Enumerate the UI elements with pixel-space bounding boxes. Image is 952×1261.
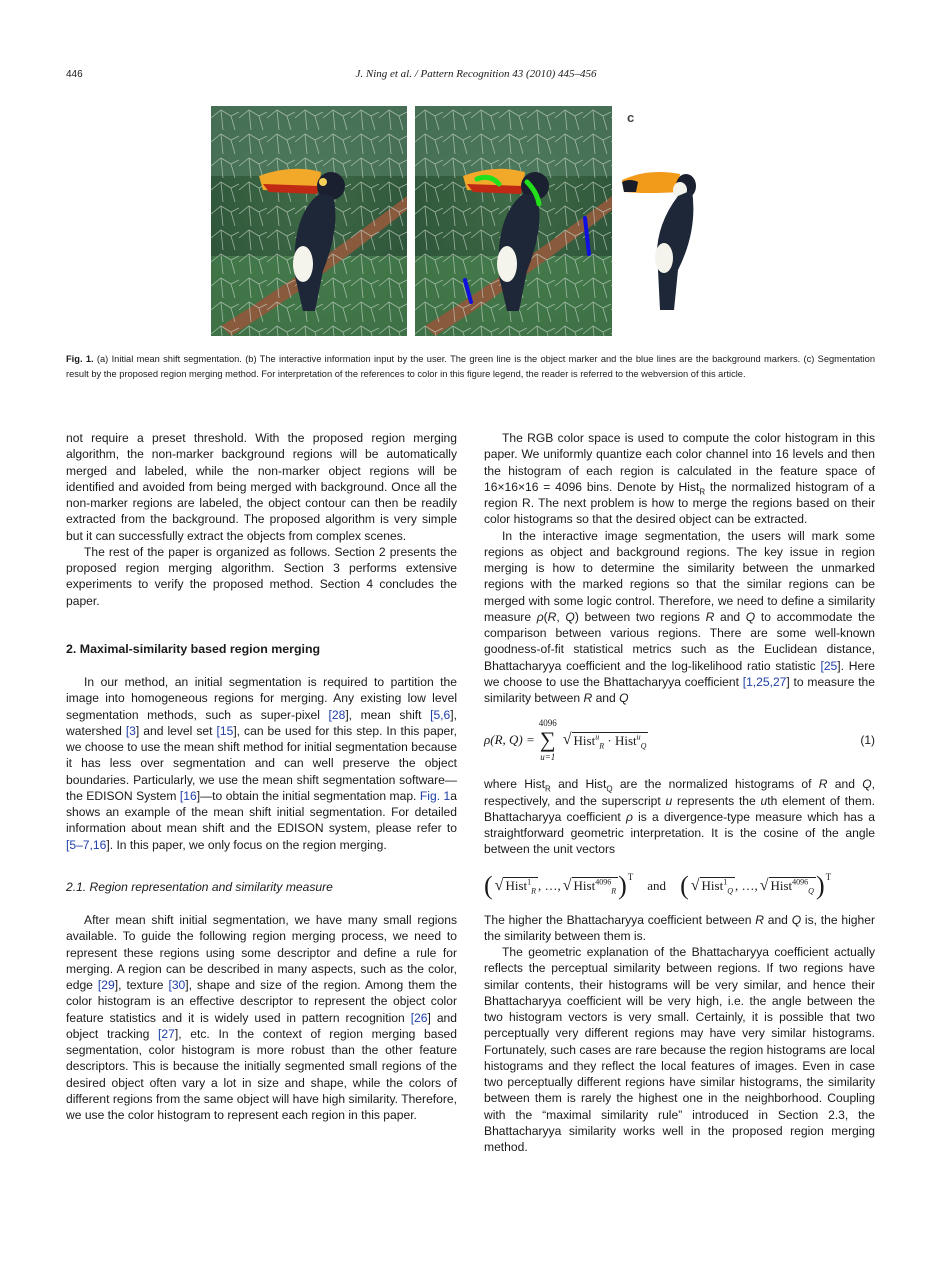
- citation-link[interactable]: [25: [820, 658, 838, 673]
- hist: Hist: [573, 878, 596, 893]
- sub-q: Q: [640, 741, 647, 751]
- hist: Hist: [505, 878, 528, 893]
- math-symbol: R: [547, 609, 557, 624]
- sqrt-content: [503, 877, 538, 894]
- paragraph: [484, 430, 875, 528]
- text-run: The rest of the paper is organized as follows. Section 2 presents the proposed region merging algorithm. Section 3 performs extensive experiments to verify the proposed method. Section 4 concludes the paper.: [66, 544, 457, 608]
- caption-label: Fig. 1.: [66, 354, 94, 364]
- citation-link[interactable]: [26: [410, 1010, 428, 1025]
- sup: 4096: [595, 877, 612, 887]
- sup: 1: [527, 877, 532, 887]
- summation: [539, 718, 557, 762]
- citation-link[interactable]: [16: [179, 788, 197, 803]
- text-run: ]—to obtain the initial segmentation map.: [196, 788, 420, 803]
- citation-link[interactable]: Fig. 1: [419, 788, 451, 803]
- ellipsis: , …,: [538, 877, 561, 893]
- sqrt-sign: √: [690, 876, 700, 894]
- sqrt-sign: √: [494, 876, 504, 894]
- citation-link[interactable]: [29: [97, 978, 115, 992]
- paragraph: [484, 912, 875, 945]
- panel-c-label: c: [627, 110, 635, 125]
- text-run: where Hist: [484, 777, 546, 792]
- figure-panel-c: [618, 160, 698, 315]
- text-run: to accommodate the comparison between various regions. There are some well-known goodness-of-fit statistical metrics such as the Euclidean distance, Bhattacharyya coefficient and the log-likelihood ratio statistic: [484, 609, 875, 673]
- paragraph: [484, 528, 875, 707]
- transpose: T: [825, 871, 832, 882]
- text-run: ] and object tracking: [66, 1010, 458, 1041]
- paragraph: [66, 430, 457, 544]
- text-run: (: [543, 609, 548, 624]
- text-run: ) between two regions: [574, 609, 706, 624]
- text-run: and Hist: [550, 777, 607, 792]
- text-run: and: [592, 691, 620, 705]
- running-head: J. Ning et al. / Pattern Recognition 43 (2010) 445–456: [355, 68, 597, 80]
- page-number: 446: [66, 69, 83, 80]
- text-run: is, the higher the similarity between them is.: [484, 912, 875, 943]
- caption-text: (a) Initial mean shift segmentation. (b) The interactive information input by the user. The green line is the object marker and the blue lines are the background markers. (c) Segmentation result by the proposed region merging method. For interpretation of the references to color in this figure legend, the reader is referred to the webversion of this article.: [66, 354, 875, 379]
- figure-panel-a: [211, 106, 407, 336]
- subscript: R: [699, 487, 706, 497]
- math-symbol: R: [705, 609, 715, 624]
- text-run: th element of them. Bhattacharyya coefficient: [484, 793, 876, 824]
- sup: 4096: [792, 877, 809, 887]
- text-run: In our method, an initial segmentation is required to partition the image into homogeneous regions for merging. Any existing low level segmentation methods, such as super-pixel: [66, 675, 457, 722]
- math-symbol: u: [665, 793, 673, 808]
- citation-link[interactable]: [30: [168, 978, 186, 992]
- paren-close: ): [815, 870, 825, 900]
- citation-link[interactable]: [28: [328, 707, 346, 722]
- citation-link[interactable]: [5,6: [430, 707, 451, 722]
- citation-link[interactable]: [15: [216, 723, 234, 738]
- text-run: ], etc. In the context of region merging based segmentation, color histogram is more robust than the other feature descriptors. This is because the initially segmented small regions of the desired object often vary a lot in size and shape, while the colors of different regions from the same object will have high similarity. Therefore, we use the color histogram to represent each region in this paper.: [66, 1026, 457, 1122]
- sqrt-content: [769, 877, 816, 894]
- sub: Q: [727, 886, 733, 896]
- text-run: ], shape and size of the region. Among them the color histogram is an effective descriptor to represent the object color feature statistics and it is widely used in pattern recognition: [66, 978, 457, 1025]
- paragraph: [484, 944, 875, 1155]
- text-run: the normalized histogram of a region R. The next problem is how to merge the regions based on their color histograms so that the desired object can be extracted.: [484, 479, 875, 527]
- math-symbol: Q: [791, 912, 802, 927]
- text-run: not require a preset threshold. With the proposed region merging algorithm, the non-marker background regions will be automatically merged and labeled, while the non-marker object regions will be identified and avoided from being merged with background. Once all the non-marker regions are labeled, the object contour can then be readily extracted from the background. The proposed algorithm is very simple but it can successfully extract the objects from complex scenes.: [66, 431, 457, 543]
- right-column: [484, 430, 875, 1155]
- text-run: and: [714, 609, 746, 624]
- subsection-heading: 2.1. Region representation and similarity measure: [66, 879, 333, 894]
- sup: 1: [723, 877, 728, 887]
- text-run: The higher the Bhattacharyya coefficient between: [484, 912, 756, 927]
- and-word: and: [647, 877, 667, 893]
- sum-upper: 4096: [538, 718, 557, 729]
- ellipsis: , …,: [734, 877, 758, 893]
- sup-u: u: [595, 732, 600, 742]
- text-run: ], mean shift: [345, 707, 431, 722]
- text-run: ], texture: [114, 978, 169, 992]
- math-symbol: u: [760, 793, 768, 808]
- paragraph: [66, 544, 457, 609]
- math-symbol: Q: [619, 691, 629, 705]
- text-run: and: [827, 777, 863, 792]
- paren-close: ): [618, 870, 627, 900]
- text-run: After mean shift initial segmentation, we have many small regions available. To guide the following region merging process, we need to represent these regions using some descriptor and define a rule for merging. A region can be described in many aspects, such as the color, edge: [66, 913, 457, 992]
- text-run: a shows an example of the mean shift initial segmentation. For detailed information about mean shift and the EDISON system, please refer to: [66, 788, 457, 836]
- text-run: ] to measure the similarity between: [484, 674, 876, 705]
- sqrt-content: [700, 877, 735, 894]
- text-run: ] and level set: [135, 723, 217, 738]
- subscript: R: [545, 784, 551, 794]
- math-symbol: Q: [862, 777, 872, 792]
- text-run: is a divergence-type measure which has a straightforward geometric interpretation. It is the cosine of the angle between the unit vectors: [484, 809, 875, 857]
- text-run: , respectively, and the superscript: [484, 777, 875, 808]
- sub: R: [531, 886, 537, 896]
- math-symbol: Q: [745, 609, 756, 624]
- math-symbol: R: [818, 777, 828, 792]
- sub: Q: [808, 886, 814, 896]
- text-run: and: [763, 912, 792, 927]
- math-symbol: R: [755, 912, 764, 927]
- math-symbol: ρ: [536, 609, 544, 624]
- text-run: represents the: [672, 793, 761, 808]
- figure-panel-b: [415, 106, 612, 336]
- hist-r: Hist: [573, 732, 596, 748]
- sqrt-sign: √: [562, 731, 572, 749]
- subscript: Q: [606, 784, 613, 794]
- sum-lower: u=1: [540, 752, 556, 763]
- citation-link[interactable]: [3: [125, 723, 136, 738]
- text-run: ], can be used for this step. In this paper, we choose to use the mean shift method for initial segmentation because it has less over segmentation and can well preserve the object boundaries. Particularly, we use the mean shift segmentation software—the EDISON System: [66, 723, 457, 803]
- sub: R: [611, 886, 617, 896]
- math-symbol: Q: [565, 609, 575, 624]
- section-heading: 2. Maximal-similarity based region merging: [66, 641, 321, 656]
- text-run: ,: [556, 609, 566, 624]
- text-run: are the normalized histograms of: [612, 777, 819, 792]
- citation-link[interactable]: [27: [158, 1026, 175, 1041]
- equation-1: [484, 718, 875, 762]
- text-run: ], watershed: [66, 707, 457, 738]
- text-run: ]. Here we choose to use the Bhattacharyya coefficient: [484, 658, 875, 689]
- paragraph: [66, 674, 457, 853]
- text-run: ]. In this paper, we only focus on the region merging.: [106, 837, 387, 852]
- paren-open: (: [680, 870, 689, 900]
- figure-caption: [66, 352, 875, 382]
- math-symbol: ρ: [625, 809, 633, 824]
- citation-link[interactable]: [5–7,16: [66, 837, 107, 852]
- hist-q: Hist: [614, 732, 637, 748]
- paren-open: (: [484, 870, 493, 900]
- equation-2: [484, 872, 875, 900]
- sub-r: R: [599, 741, 605, 751]
- hist: Hist: [701, 878, 724, 893]
- sqrt-sign: √: [562, 876, 572, 894]
- citation-link[interactable]: [1,25,27: [742, 674, 787, 689]
- paragraph: [484, 776, 875, 857]
- text-run: In the interactive image segmentation, the users will mark some regions as object and background regions. The key issue in region merging is how to determine the similarity between the unmarked regions with the marked regions so that the similar regions can be merged with some logic control. Therefore, we need to define a similarity measure: [484, 528, 875, 624]
- transpose: T: [627, 871, 634, 882]
- dot: ·: [607, 732, 612, 748]
- equation-number: (1): [860, 733, 875, 748]
- math-symbol: R: [583, 691, 593, 705]
- sqrt-sign: √: [759, 876, 769, 894]
- text-run: The geometric explanation of the Bhattacharyya coefficient actually reflects the perceptual similarity between regions. If two regions have similar contents, their histograms will be very similar, and hence their Bhattacharyya coefficient will be very high, i.e. the angle between the two histogram vectors is very small. Certainly, it is possible that two perceptually very different regions may have very similar histograms. Fortunately, such cases are rare because the region histograms are local histograms and they reflect the local features of images. Even in case two perceptually different regions have similar histograms, the similarity between them is rarely the highest one in the neighborhood. Coupling with the “maximal similarity rule” introduced in Section 2.3, the Bhattacharyya similarity works well in the proposed region merging method.: [484, 945, 875, 1154]
- sqrt-content: [572, 877, 619, 894]
- text-run: The RGB color space is used to compute the color histogram in this paper. We uniformly quantize each color channel into 16 levels and then the histogram of each region is calculated in the feature space of 16×16×16 = 4096 bins. Denote by Hist: [484, 431, 875, 494]
- eq-lhs: ρ(R, Q) =: [484, 732, 535, 748]
- sup-u: u: [636, 732, 641, 742]
- sqrt-content: [572, 732, 649, 749]
- sum-sign: ∑: [539, 727, 556, 753]
- paragraph: [66, 912, 457, 1123]
- hist: Hist: [770, 878, 793, 893]
- left-column: [66, 430, 457, 1123]
